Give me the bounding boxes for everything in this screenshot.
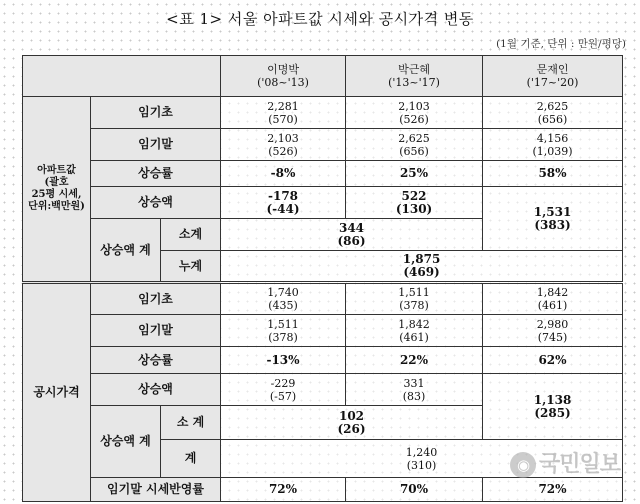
- apt-amt-park: 522 (130): [346, 187, 483, 219]
- pub-end-lee: 1,511 (378): [221, 315, 346, 347]
- apt-rate-lee: -8%: [221, 161, 346, 187]
- pub-rate-moon: 62%: [483, 347, 623, 374]
- pub-end-park: 1,842 (461): [346, 315, 483, 347]
- table-row: [23, 374, 623, 406]
- pub-subtotal-label: 소 계: [161, 406, 221, 440]
- apt-amt-lee: -178 (-44): [221, 187, 346, 219]
- header-col-lee: 이명박 ('08~'13): [221, 56, 346, 97]
- pub-end-label: 임기말: [91, 315, 221, 347]
- apt-end-lee: 2,103 (526): [221, 129, 346, 161]
- table-row: [23, 283, 623, 315]
- table-row: [23, 161, 623, 187]
- apt-start-label: 임기초: [91, 97, 221, 129]
- ratio-label: 임기말 시세반영률: [91, 478, 221, 502]
- ratio-lee: 72%: [221, 478, 346, 502]
- table-row: [23, 129, 623, 161]
- table-row: [23, 315, 623, 347]
- pub-amt-moon: 1,138 (285): [483, 374, 623, 440]
- ratio-park: 70%: [346, 478, 483, 502]
- pub-rate-label: 상승률: [91, 347, 221, 374]
- apt-cum-label: 누계: [161, 251, 221, 283]
- pub-sum-label: 상승액 계: [91, 406, 161, 478]
- price-table: [22, 55, 623, 502]
- pub-start-moon: 1,842 (461): [483, 283, 623, 315]
- pub-amt-park: 331 (83): [346, 374, 483, 406]
- pub-total-label: 계: [161, 440, 221, 478]
- apt-start-park: 2,103 (526): [346, 97, 483, 129]
- apt-amt-label: 상승액: [91, 187, 221, 219]
- apt-rate-label: 상승률: [91, 161, 221, 187]
- pub-subtotal-value: 102 (26): [221, 406, 483, 440]
- ratio-moon: 72%: [483, 478, 623, 502]
- apt-end-park: 2,625 (656): [346, 129, 483, 161]
- apt-rate-park: 25%: [346, 161, 483, 187]
- apt-subtotal-label: 소계: [161, 219, 221, 251]
- pub-start-park: 1,511 (378): [346, 283, 483, 315]
- header-blank: [23, 56, 221, 97]
- table-row: [23, 187, 623, 219]
- logo-icon: ◉: [510, 452, 536, 478]
- apt-end-label: 임기말: [91, 129, 221, 161]
- apt-sum-label: 상승액 계: [91, 219, 161, 283]
- apt-subtotal-value: 344 (86): [221, 219, 483, 251]
- table-row: [23, 347, 623, 374]
- apt-rate-moon: 58%: [483, 161, 623, 187]
- pub-start-label: 임기초: [91, 283, 221, 315]
- pub-amt-lee: -229 (-57): [221, 374, 346, 406]
- header-row: [23, 56, 623, 97]
- pub-amt-label: 상승액: [91, 374, 221, 406]
- apt-start-lee: 2,281 (570): [221, 97, 346, 129]
- pub-group-label: 공시가격: [23, 283, 91, 502]
- header-col-park: 박근혜 ('13~'17): [346, 56, 483, 97]
- apt-cum-value: 1,875 (469): [221, 251, 623, 283]
- header-col-moon: 문재인 ('17~'20): [483, 56, 623, 97]
- unit-note: (1월 기준, 단위 : 만원/평당): [496, 38, 626, 50]
- pub-end-moon: 2,980 (745): [483, 315, 623, 347]
- pub-start-lee: 1,740 (435): [221, 283, 346, 315]
- table-row: [23, 478, 623, 502]
- table-title: <표 1> 서울 아파트값 시세와 공시가격 변동: [166, 10, 474, 28]
- apt-amt-moon: 1,531 (383): [483, 187, 623, 251]
- pub-rate-park: 22%: [346, 347, 483, 374]
- pub-rate-lee: -13%: [221, 347, 346, 374]
- apt-group-label: 아파트값 (괄호 25평 시세, 단위:백만원): [23, 97, 91, 283]
- watermark-logo: ◉ 국민일보: [510, 447, 620, 478]
- apt-start-moon: 2,625 (656): [483, 97, 623, 129]
- apt-end-moon: 4,156 (1,039): [483, 129, 623, 161]
- pub-total-value: 1,240 (310): [221, 440, 623, 478]
- table-row: [23, 97, 623, 129]
